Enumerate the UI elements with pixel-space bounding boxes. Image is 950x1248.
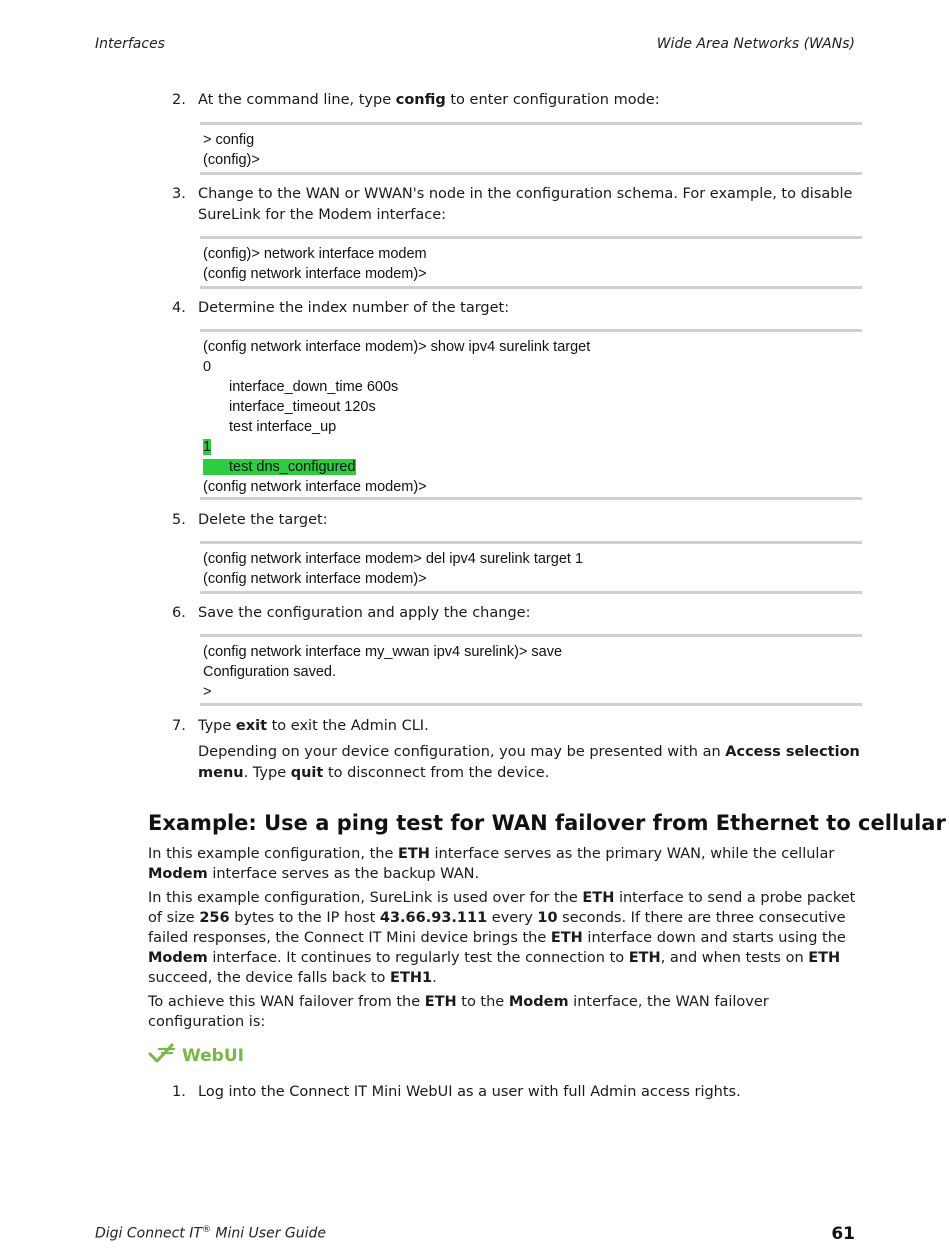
webui-icon — [148, 1042, 182, 1069]
step-number: 7. — [172, 718, 186, 734]
code-line: (config network interface modem)> show ipv4 surelink target — [203, 339, 591, 355]
step-5: 5. Delete the target: — [172, 510, 862, 531]
code-line-highlighted: 1 — [203, 439, 212, 455]
step-number: 2. — [172, 92, 186, 108]
webui-step-1: 1. Log into the Connect IT Mini WebUI as a user with full Admin access rights. — [172, 1082, 862, 1103]
code-block-config — [200, 122, 862, 175]
code-block-delete — [200, 541, 862, 594]
paragraph-failover-config: To achieve this WAN failover from the ETH to the Modem interface, the WAN failover configuration is: — [148, 994, 769, 1030]
running-header-right: Wide Area Networks (WANs) — [656, 36, 855, 52]
step-number: 1. — [172, 1084, 186, 1100]
paragraph-primary-backup: In this example configuration, the ETH interface serves as the primary WAN, while the cellular Modem interface serves as the backup WAN. — [148, 846, 835, 882]
step-number: 5. — [172, 512, 186, 528]
step-6: 6. Save the configuration and apply the change: — [172, 603, 862, 624]
step-7-note: Depending on your device configuration, you may be presented with an Access selection menu. Type quit to disconnect from the device. — [198, 744, 860, 781]
webui-label: WebUI — [148, 1042, 244, 1069]
code-block-show-target — [200, 329, 862, 500]
code-line: (config network interface modem)> — [203, 479, 427, 495]
code-line: (config network interface modem)> — [203, 266, 427, 282]
code-line: 0 — [203, 359, 212, 375]
step-2: 2. At the command line, type config to enter configuration mode: — [172, 90, 862, 111]
code-line: (config)> — [203, 152, 260, 168]
code-block-save — [200, 634, 862, 706]
code-block-node — [200, 236, 862, 289]
code-line: (config network interface my_wwan ipv4 surelink)> save — [203, 644, 563, 660]
step-number: 4. — [172, 300, 186, 316]
page-number: 61 — [831, 1224, 855, 1244]
code-line: Configuration saved. — [203, 664, 336, 680]
step-3: 3. Change to the WAN or WWAN's node in the configuration schema. For example, to disable SureLink for the Modem interface: — [172, 186, 853, 223]
step-number: 3. — [172, 186, 186, 202]
code-line: interface_down_time 600s — [229, 379, 399, 395]
code-line-highlighted: test dns_configured — [203, 457, 860, 477]
footer-guide-title: Digi Connect IT® Mini User Guide — [95, 1225, 327, 1242]
paragraph-surelink-probe: In this example configuration, SureLink is used over for the ETH interface to send a probe packet of size 256 bytes to the IP host 43.66.93.111 every 10 seconds. If there are three consecutive failed responses, the Connect IT Mini device brings the ETH interface down and starts using the Modem interface. It continues to regularly test the connection to ETH, and when tests on ETH succeed, the device falls back to ETH1. — [148, 890, 856, 986]
step-number: 6. — [172, 605, 186, 621]
code-line: (config network interface modem)> — [203, 571, 427, 587]
code-line: (config)> network interface modem — [203, 246, 427, 262]
code-line: > — [203, 684, 212, 700]
code-line: > config — [203, 132, 255, 148]
code-line: (config network interface modem> del ipv4 surelink target 1 — [203, 551, 584, 567]
code-line: interface_timeout 120s — [229, 399, 376, 415]
step-4: 4. Determine the index number of the target: — [172, 298, 862, 319]
code-line: test interface_up — [229, 419, 337, 435]
running-header-left: Interfaces — [95, 36, 165, 52]
step-7: 7. Type exit to exit the Admin CLI. Depending on your device configuration, you may be presented with an Access selection menu. Type quit to disconnect from the device. — [172, 716, 862, 784]
section-heading: Example: Use a ping test for WAN failover from Ethernet to cellular — [148, 811, 946, 835]
